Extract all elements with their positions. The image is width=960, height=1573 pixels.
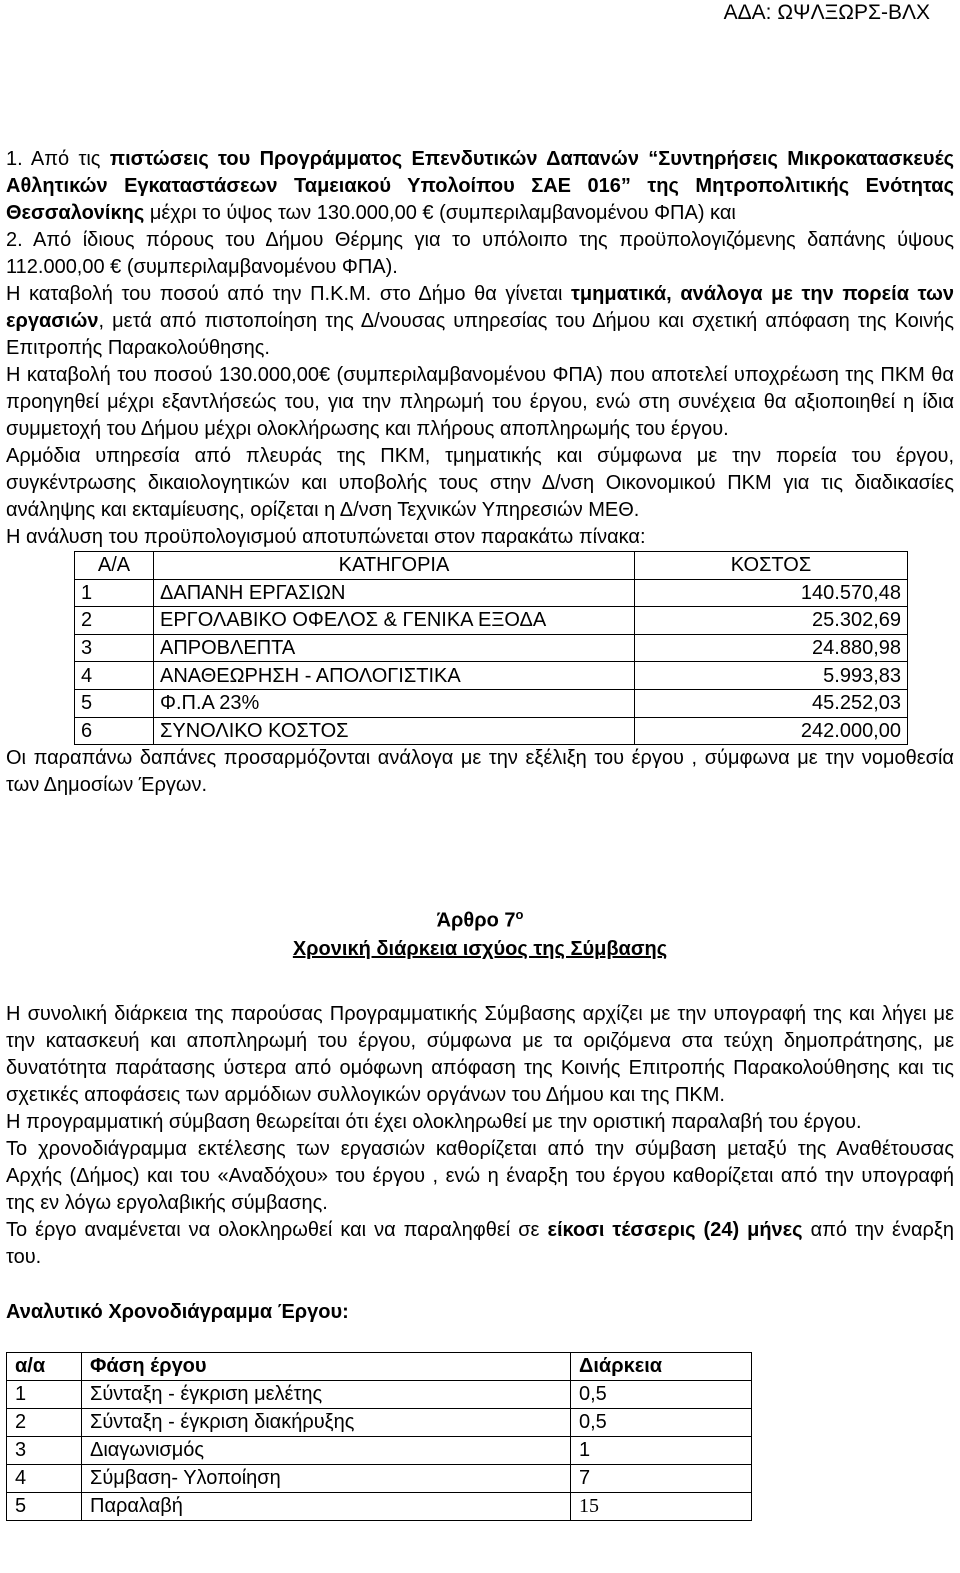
schedule-cell-aa: 3 (7, 1436, 82, 1464)
article-heading (6, 901, 954, 963)
duration-p4-bold: είκοσι τέσσερις (24) μήνες (547, 1218, 803, 1241)
duration-paragraph-4 (6, 1217, 954, 1271)
schedule-cell-phase: Σύνταξη - έγκριση διακήρυξης (82, 1408, 571, 1436)
schedule-cell-phase: Σύνταξη - έγκριση μελέτης (82, 1380, 571, 1408)
schedule-cell-duration: 0,5 (571, 1380, 752, 1408)
schedule-cell-aa: 4 (7, 1464, 82, 1492)
budget-cell-aa: 4 (75, 662, 154, 690)
budget-cell-category: ΑΠΡΟΒΛΕΠΤΑ (154, 634, 635, 662)
article-number-text: Άρθρο 7 (436, 909, 516, 932)
duration-section (6, 1001, 954, 1271)
budget-header-category: ΚΑΤΗΓΟΡΙΑ (154, 552, 635, 580)
schedule-row (7, 1380, 752, 1408)
budget-header-cost: ΚΟΣΤΟΣ (635, 552, 908, 580)
article-number (6, 901, 954, 935)
article-number-sup: ο (515, 907, 524, 923)
schedule-row (7, 1492, 752, 1520)
schedule-cell-duration: 15 (571, 1492, 752, 1520)
budget-cell-category: Φ.Π.Α 23% (154, 689, 635, 717)
schedule-row (7, 1436, 752, 1464)
funding-p3-bold: τμηματικά, ανάλογα με την πορεία των εργασιών (6, 283, 954, 332)
funding-p3-suffix: , μετά από πιστοποίηση της Δ/νουσας υπηρεσίας του Δήμου και σχετική απόφαση της Κοινής Επιτροπής Παρακολούθησης. (6, 310, 954, 359)
budget-cell-cost: 140.570,48 (635, 579, 908, 607)
budget-row (75, 579, 908, 607)
budget-cell-category: ΑΝΑΘΕΩΡΗΣΗ - ΑΠΟΛΟΓΙΣΤΙΚΑ (154, 662, 635, 690)
budget-cell-aa: 5 (75, 689, 154, 717)
schedule-cell-duration: 0,5 (571, 1408, 752, 1436)
schedule-header-row (7, 1352, 752, 1380)
schedule-header-aa: α/α (7, 1352, 82, 1380)
schedule-cell-phase: Διαγωνισμός (82, 1436, 571, 1464)
budget-header-row (75, 552, 908, 580)
schedule-cell-duration: 1 (571, 1436, 752, 1464)
duration-p4-suffix: από την έναρξη του. (6, 1218, 954, 1268)
budget-cell-aa: 3 (75, 634, 154, 662)
duration-paragraph-1: Η συνολική διάρκεια της παρούσας Προγραμματικής Σύμβασης αρχίζει με την υπογραφή της και λήγει με την κατασκευή και αποπληρωμή του έργου, σύμφωνα με τα οριζόμενα στα τεύχη δημοπράτησης, με δυνατότητα παράτασης ύστερα από ομόφωνη απόφαση της Κοινής Επιτροπής Παρακολούθησης και τις σχετικές αποφάσεις των αρμόδιων συλλογικών οργάνων του Δήμου και της ΠΚΜ. (6, 1002, 954, 1106)
schedule-header-phase: Φάση έργου (82, 1352, 571, 1380)
budget-cell-aa: 6 (75, 717, 154, 745)
funding-paragraph-5: Αρμόδια υπηρεσία από πλευράς της ΠΚΜ, τμηματικής και σύμφωνα με την πορεία του έργου, συγκέντρωσης δικαιολογητικών και υποβολής τους στην Δ/νση Οικονομικού ΠΚΜ για τις διαδικασίες ανάληψης και εκταμίευσης, ορίζεται η Δ/νση Τεχνικών Υπηρεσιών ΜΕΘ. (6, 445, 954, 521)
funding-p1-suffix: μέχρι το ύψος των 130.000,00 € (συμπεριλαμβανομένου ΦΠΑ) και (144, 202, 736, 224)
duration-paragraph-3: Το χρονοδιάγραμμα εκτέλεσης των εργασιών καθορίζεται από την σύμβαση μεταξύ της Αναθέτουσας Αρχής (Δήμος) και του «Αναδόχου» του έργου , ενώ η έναρξη του έργου καθορίζεται από την υπογραφή της εν λόγω εργολαβικής σύμβασης. (6, 1137, 954, 1214)
schedule-title: Αναλυτικό Χρονοδιάγραμμα Έργου: (6, 1300, 349, 1323)
funding-paragraph-4: Η καταβολή του ποσού 130.000,00€ (συμπεριλαμβανομένου ΦΠΑ) που αποτελεί υποχρέωση της ΠΚΜ θα προηγηθεί μέχρι εξαντλήσεώς του, για την πληρωμή του έργου, ενώ στη συνέχεια θα αξιοποιηθεί η ίδια συμμετοχή του Δήμου μέχρι ολοκλήρωσης και πλήρους αποπληρωμής του έργου. (6, 364, 954, 440)
duration-paragraph-2: Η προγραμματική σύμβαση θεωρείται ότι έχει ολοκληρωθεί με την οριστική παραλαβή του έργου. (6, 1110, 862, 1133)
budget-cell-cost: 25.302,69 (635, 607, 908, 635)
budget-cell-cost: 24.880,98 (635, 634, 908, 662)
schedule-cell-aa: 2 (7, 1408, 82, 1436)
budget-row (75, 607, 908, 635)
budget-table (74, 551, 908, 745)
schedule-cell-aa: 1 (7, 1380, 82, 1408)
funding-p1-bold: πιστώσεις του Προγράμματος Επενδυτικών Δαπανών “Συντηρήσεις Μικροκατασκευές Αθλητικών Εγκαταστάσεων Ταμειακού Υπολοίπου ΣΑΕ 016” της Μητροπολιτικής Ενότητας Θεσσαλονίκης (6, 148, 954, 224)
budget-cell-category: ΣΥΝΟΛΙΚΟ ΚΟΣΤΟΣ (154, 717, 635, 745)
ada-code: ΑΔΑ: ΩΨΛΞΩΡΣ-ΒΛΧ (723, 1, 930, 24)
schedule-row (7, 1464, 752, 1492)
budget-cell-aa: 2 (75, 607, 154, 635)
article-title: Χρονική διάρκεια ισχύος της Σύμβασης (292, 937, 668, 960)
schedule-cell-phase: Σύμβαση- Υλοποίηση (82, 1464, 571, 1492)
budget-row (75, 634, 908, 662)
funding-paragraph-3 (6, 281, 954, 362)
budget-header-aa: Α/Α (75, 552, 154, 580)
funding-paragraph-1 (6, 146, 954, 227)
budget-cell-aa: 1 (75, 579, 154, 607)
schedule-header-duration: Διάρκεια (571, 1352, 752, 1380)
document-page (6, 146, 954, 1521)
budget-cell-cost: 5.993,83 (635, 662, 908, 690)
budget-row (75, 689, 908, 717)
funding-paragraph-2: 2. Από ίδιους πόρους του Δήμου Θέρμης για το υπόλοιπο της προϋπολογιζόμενης δαπάνης ύψους 112.000,00 € (συμπεριλαμβανομένου ΦΠΑ). (6, 229, 954, 278)
schedule-row (7, 1408, 752, 1436)
budget-row (75, 662, 908, 690)
duration-p4-prefix: Το έργο αναμένεται να ολοκληρωθεί και να παραληφθεί σε (6, 1218, 548, 1241)
budget-cell-category: ΔΑΠΑΝΗ ΕΡΓΑΣΙΩΝ (154, 579, 635, 607)
budget-cell-category: ΕΡΓΟΛΑΒΙΚΟ ΟΦΕΛΟΣ & ΓΕΝΙΚΑ ΕΞΟΔΑ (154, 607, 635, 635)
funding-p3-prefix: Η καταβολή του ποσού από την Π.Κ.Μ. στο Δήμο θα γίνεται (6, 283, 571, 305)
budget-note: Οι παραπάνω δαπάνες προσαρμόζονται ανάλογα με την εξέλιξη του έργου , σύμφωνα με την νομοθεσία των Δημοσίων Έργων. (6, 747, 954, 797)
schedule-cell-aa: 5 (7, 1492, 82, 1520)
budget-row (75, 717, 908, 745)
schedule-table (6, 1352, 752, 1521)
schedule-cell-duration: 7 (571, 1464, 752, 1492)
budget-cell-cost: 242.000,00 (635, 717, 908, 745)
budget-cell-cost: 45.252,03 (635, 689, 908, 717)
funding-p1-prefix: 1. Από τις (6, 148, 110, 170)
budget-caption: Η ανάλυση του προϋπολογισμού αποτυπώνεται στον παρακάτω πίνακα: (6, 526, 646, 548)
schedule-cell-phase: Παραλαβή (82, 1492, 571, 1520)
